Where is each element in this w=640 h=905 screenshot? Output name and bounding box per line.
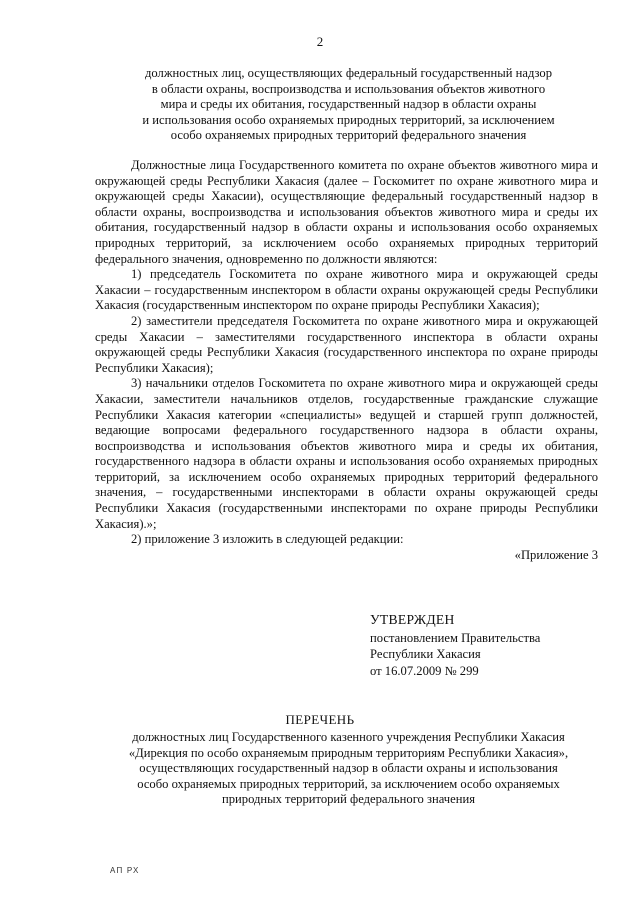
list-subtitle-line: осуществляющих государственный надзор в области охраны и использования [139, 761, 558, 776]
list-subtitle [96, 730, 601, 808]
paragraph-item-1: 1) председатель Госкомитета по охране животного мира и окружающей среды Хакасии – государственным инспектором в области охраны окружающей среды Республики Хакасия (государственным инспектором по охране природы Республики Хакасия); [95, 267, 598, 313]
list-subtitle-line: особо охраняемых природных территорий, за исключением особо охраняемых [137, 776, 560, 791]
approval-line: Республики Хакасия [370, 647, 481, 662]
body-text [95, 158, 598, 563]
paragraph-amendment: 2) приложение 3 изложить в следующей редакции: [131, 532, 404, 547]
intro-title-line: и использования особо охраняемых природных территорий, за исключением [142, 112, 555, 127]
approval-block [370, 612, 610, 679]
page-number: 2 [316, 34, 324, 49]
list-subtitle-line: «Дирекция по особо охраняемым природным территориям Республики Хакасия», [128, 745, 569, 760]
list-title: ПЕРЕЧЕНЬ [285, 712, 355, 727]
intro-title [100, 66, 597, 144]
annex-label: «Приложение 3 [514, 547, 598, 562]
intro-title-line: в области охраны, воспроизводства и использования объектов животного [151, 81, 546, 96]
approval-date-line: от 16.07.2009 № 299 [370, 663, 479, 678]
approved-heading: УТВЕРЖДЕН [370, 612, 455, 627]
intro-title-line: мира и среды их обитания, государственный надзор в области охраны [160, 97, 537, 112]
paragraph-item-3: 3) начальники отделов Госкомитета по охране животного мира и окружающей среды Хакасии, заместители начальников отделов, государственные гражданские служащие Республики Хакасия категории «специалисты» ведущей и старшей групп должностей, ведающие вопросами федерального государственного надзора в области охраны, воспроизводства и использования объектов животного мира и среды их обитания, государственного надзора в области охраны и использования особо охраняемых природных территорий, за исключением особо охраняемых природных территорий федерального значения, – государственными инспекторами в области охраны окружающей среды Республики Хакасия (государственными инспекторами по охране природы Республики Хакасия).»; [95, 376, 598, 531]
paragraph-officials: Должностные лица Государственного комитета по охране объектов животного мира и окружающей среды Республики Хакасия (далее – Госкомитет по охране животного мира и окружающей среды Хакасии), осуществляющие федеральный государственный надзор в области охраны, воспроизводства и использования объектов животного мира и среды их обитания, государственный надзор в области охраны и использования особо охраняемых природных территорий, за исключением особо охраняемых природных территорий федерального значения, одновременно по должности являются: [95, 158, 598, 266]
paragraph-item-2: 2) заместители председателя Госкомитета по охране животного мира и окружающей среды Хакасии – заместителями государственного инспектора в области охраны окружающей среды Республики Хакасия (государственного инспектора по охране природы Республики Хакасия); [95, 313, 598, 375]
archive-stamp: АП РХ [110, 866, 140, 875]
approval-line: постановлением Правительства [370, 631, 541, 646]
intro-title-line: должностных лиц, осуществляющих федеральный государственный надзор [145, 66, 552, 80]
list-subtitle-line: должностных лиц Государственного казенного учреждения Республики Хакасия [132, 730, 565, 744]
list-subtitle-line: природных территорий федерального значения [222, 792, 475, 807]
intro-title-line: особо охраняемых природных территорий федерального значения [170, 128, 527, 143]
